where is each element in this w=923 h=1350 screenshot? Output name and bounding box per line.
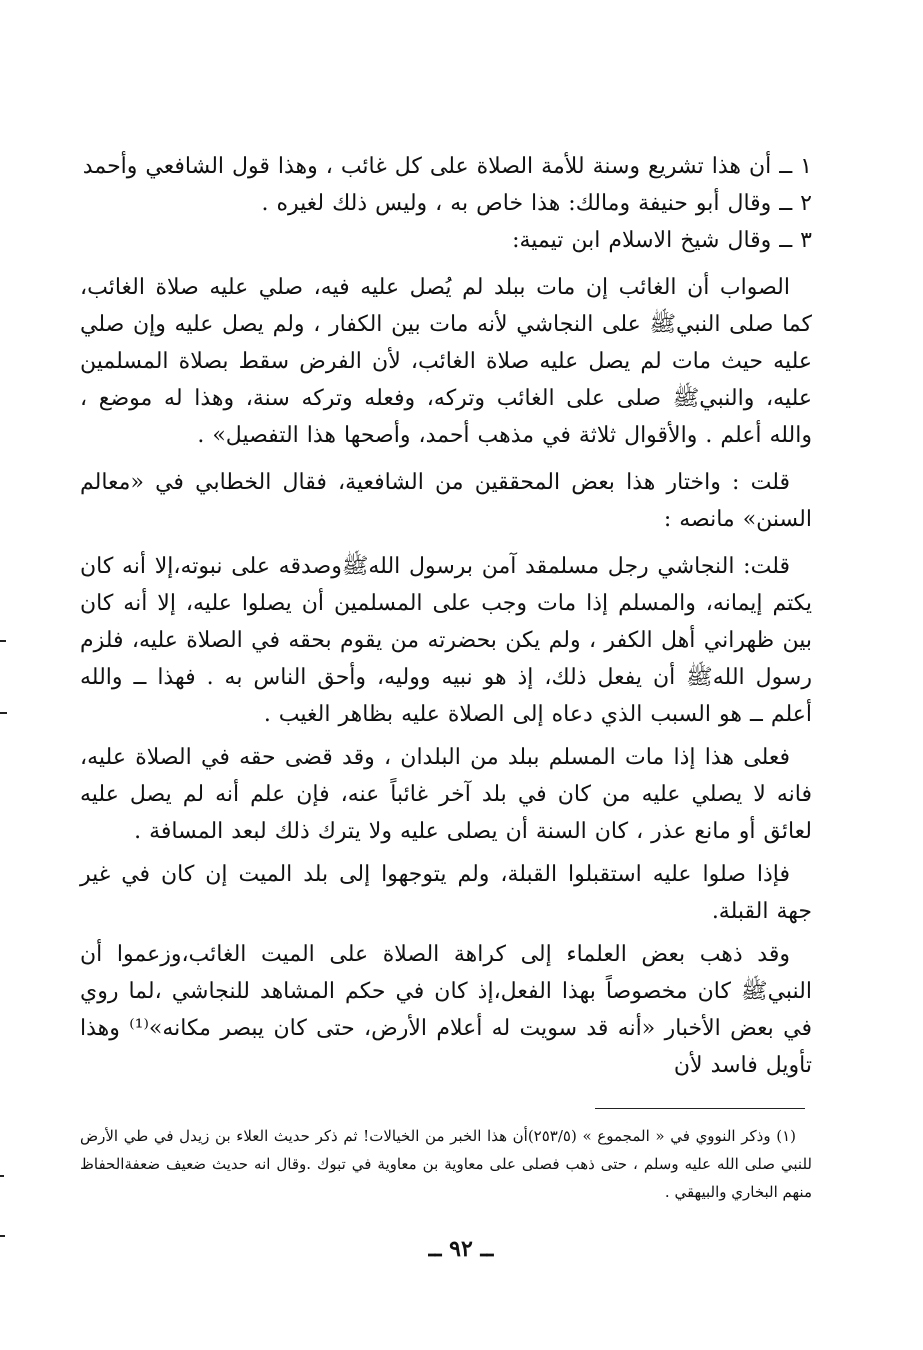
paragraph-other-lands: فعلى هذا إذا مات المسلم ببلد من البلدان ، وقد قضى حقه في الصلاة عليه، فانه لا يصلي عليه من كان في بلد آخر غائباً عنه، فإن علم أنه لم يصل عليه لعائق أو مانع عذر ، كان السنة أن يصلى عليه ولا يترك ذلك لبعد المسافة .: [80, 745, 812, 844]
scan-edge-mark: [0, 640, 6, 642]
paragraph-dislike-opinion: وقد ذهب بعض العلماء إلى كراهة الصلاة على الميت الغائب،وزعموا أن النبيﷺ كان مخصوصاً بهذا الفعل،إذ كان في حكم المشاهد للنجاشي ،لما روي في بعض الأخبار «أنه قد سويت له أعلام الأرض، حتى كان يبصر مكانه»⁽¹⁾ وهذا تأويل فاسد لأن: [80, 942, 812, 1078]
footnotes: [80, 1122, 812, 1206]
scan-edge-mark: [0, 1175, 4, 1177]
scan-edge-mark: [0, 1235, 5, 1237]
list-item-1: ١ ــ أن هذا تشريع وسنة للأمة الصلاة على كل غائب ، وهذا قول الشافعي وأحمد: [82, 154, 812, 179]
paragraph-khattabi-intro: قلت : واختار هذا بعض المحققين من الشافعية، فقال الخطابي في «معالم السنن» مانصه :: [80, 470, 812, 532]
list-item-3: ٣ ــ وقال شيخ الاسلام ابن تيمية:: [512, 228, 812, 253]
paragraph-ibn-taymiyyah-quote: الصواب أن الغائب إن مات ببلد لم يُصل عليه فيه، صلي عليه صلاة الغائب، كما صلى النبيﷺ على النجاشي لأنه مات بين الكفار ، ولم يصل عليه وإن صلي عليه حيث مات لم يصل عليه صلاة الغائب، لأن الفرض سقط بصلاة المسلمين عليه، والنبيﷺ صلى على الغائب وتركه، وفعله وتركه سنة، وهذا له موضع ، والله أعلم . والأقوال ثلاثة في مذهب أحمد، وأصحها هذا التفصيل» .: [80, 275, 812, 448]
page-number: ــ ٩٢ ــ: [428, 1236, 494, 1262]
paragraph-najashi: قلت: النجاشي رجل مسلمقد آمن برسول اللهﷺوصدقه على نبوته،إلا أنه كان يكتم إيمانه، والمسلم إذا مات وجب على المسلمين أن يصلوا عليه، إلا أنه كان بين ظهراني أهل الكفر ، ولم يكن بحضرته من يقوم بحقه في الصلاة عليه، فلزم رسول اللهﷺ أن يفعل ذلك، إذ هو نبيه ووليه، وأحق الناس به . فهذا ــ والله أعلم ــ هو السبب الذي دعاه إلى الصلاة عليه بظاهر الغيب .: [80, 554, 812, 727]
scan-edge-mark: [0, 712, 7, 714]
main-text: [80, 148, 812, 1084]
footnote-separator: [595, 1108, 805, 1109]
footnote-1: (١) وذكر النووي في « المجموع » (٢٥٣/٥)أن هذا الخبر من الخيالات! ثم ذكر حديث العلاء بن زيدل في طي الأرض للنبي صلى الله عليه وسلم ، حتى ذهب فصلى على معاوية بن معاوية في تبوك .وقال انه حديث ضعيف ضعفةالحفاظ منهم البخاري والبيهقي .: [80, 1127, 812, 1201]
paragraph-qibla: فإذا صلوا عليه استقبلوا القبلة، ولم يتوجهوا إلى بلد الميت إن كان في غير جهة القبلة.: [80, 862, 812, 924]
list-item-2: ٢ ــ وقال أبو حنيفة ومالك: هذا خاص به ، وليس ذلك لغيره .: [261, 191, 812, 216]
